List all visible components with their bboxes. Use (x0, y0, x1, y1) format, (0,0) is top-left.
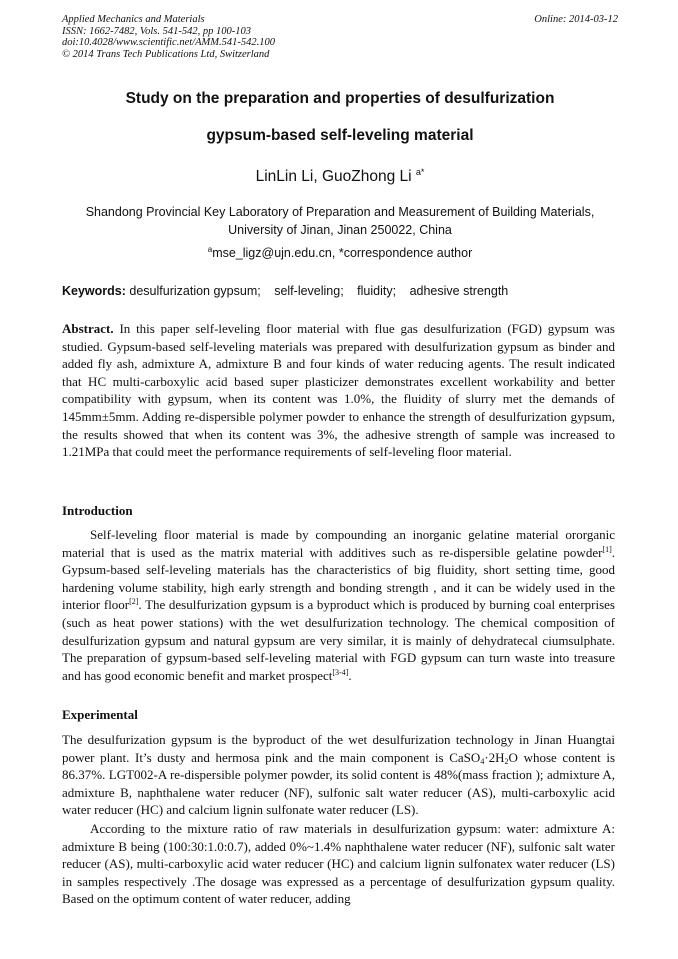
paper-title-line-2: gypsum-based self-leveling material (206, 127, 474, 144)
introduction-paragraph (62, 526, 615, 684)
email-superscript: a (207, 245, 213, 254)
author-list (62, 167, 618, 186)
introduction-heading: Introduction (62, 503, 133, 518)
citation-ref: [1] (602, 544, 612, 554)
keywords-line (62, 284, 618, 298)
experimental-heading: Experimental (62, 707, 138, 722)
correspondence-email (62, 245, 618, 260)
intro-text-4: . (348, 667, 352, 683)
issn-line: ISSN: 1662-7482, Vols. 541-542, pp 100-103 (62, 25, 251, 37)
email-text: mse_ligz@ujn.edu.cn, *correspondence author (212, 246, 473, 260)
paper-title-line-1: Study on the preparation and properties of desulfurization (125, 90, 555, 107)
author-superscript: a* (415, 167, 425, 177)
citation-ref: [2] (129, 597, 139, 607)
formula-subscript: 2 (504, 756, 509, 766)
copyright-line: © 2014 Trans Tech Publications Ltd, Switzerland (62, 48, 270, 60)
keyword-item: self-leveling; (274, 284, 344, 298)
exp-text-a: The desulfurization gypsum is the byproduct of the wet desulfurization technology in Jinan Huangtai power plant. It’s dusty and hermosa pink and the main component is CaSO (62, 732, 615, 765)
intro-text-2: . Gypsum-based self-leveling materials has the characteristics of big fluidity, short setting time, good hardening volume stability, high early strength and bonding strength , and it can be widely used in the interior floor (62, 544, 615, 613)
page-header (62, 14, 618, 60)
experimental-paragraph-2: According to the mixture ratio of raw materials in desulfurization gypsum: water: admixture A: admixture B being (100:30:1.0:0.7), added 0%~1.4% naphthalene water reducer (NF), sulfonic salt water reducer (AS), multi-carboxylic acid water reducer (HC) and calcium lignin sulfonatex water reducer (LS) in samples respectively .The dosage was expressed as a percentage of desulfurization gypsum quality. Based on the optimum content of water reducer, adding (62, 821, 615, 907)
keywords-label: Keywords: (62, 284, 126, 298)
abstract (62, 320, 615, 461)
keyword-item: desulfurization gypsum; (129, 284, 261, 298)
keyword-item: fluidity; (357, 284, 397, 298)
author-names: LinLin Li, GuoZhong Li (255, 168, 412, 185)
doi-line: doi:10.4028/www.scientific.net/AMM.541-542.100 (62, 37, 275, 48)
affiliation-line-2: University of Jinan, Jinan 250022, China (228, 222, 452, 237)
online-date: Online: 2014-03-12 (534, 14, 618, 25)
formula-subscript: 4 (480, 756, 485, 766)
keyword-item: adhesive strength (409, 284, 509, 298)
abstract-label: Abstract. (62, 321, 114, 336)
exp-text-b: ·2H (484, 749, 505, 765)
experimental-paragraph-1 (62, 731, 615, 819)
citation-ref: [3-4] (332, 667, 349, 677)
intro-text-3: . The desulfurization gypsum is a byproduct which is produced by burning coal enterprises (such as heat power stations) with the wet desulfurization technology. The chemical composition of desulfurization gypsum and natural gypsum are very similar, it is mainly of dehydratecal ciumsulphate. The preparation of gypsum-based self-leveling material with FGD gypsum can turn waste into treasure and has good economic benefit and market prospect (62, 597, 615, 683)
journal-name: Applied Mechanics and Materials (62, 14, 205, 25)
affiliation-line-1: Shandong Provincial Key Laboratory of Preparation and Measurement of Building Materials, (85, 205, 595, 219)
exp-text-c: O whose content is 86.37%. LGT002-A re-dispersible polymer powder, its solid content is 48%(mass fraction ); admixture A, admixture B, naphthalene water reducer (NF), sulfonic salt water reducer (AS), multi-carboxylic acid water reducer (HC) and calcium lignin sulfonate water reducer (LS). (62, 749, 616, 818)
intro-text-1: Self-leveling floor material is made by compounding an inorganic gelatine material ororganic material that is used as the matrix material with additives such as re-dispersible gelatine powder (62, 527, 615, 560)
abstract-text: In this paper self-leveling floor material with flue gas desulfurization (FGD) gypsum was studied. Gypsum-based self-leveling materials was prepared with desulfurization gypsum as binder and added fly ash, admixture A, admixture B and four kinds of water reducing agents. The result indicated that HC multi-carboxylic acid based super plasticizer demonstrates excellent workability and better compatibility with gypsum, when its content was 1.0%, the fluidity of slurry met the demands of 145mm±5mm. Adding re-dispersible polymer powder to enhance the strength of desulfurization gypsum, the results showed that when its content was 3%, the adhesive strength of sample was increased to 1.21MPa that could meet the performance requirements of self-leveling floor material. (62, 321, 615, 460)
affiliation (62, 204, 618, 239)
